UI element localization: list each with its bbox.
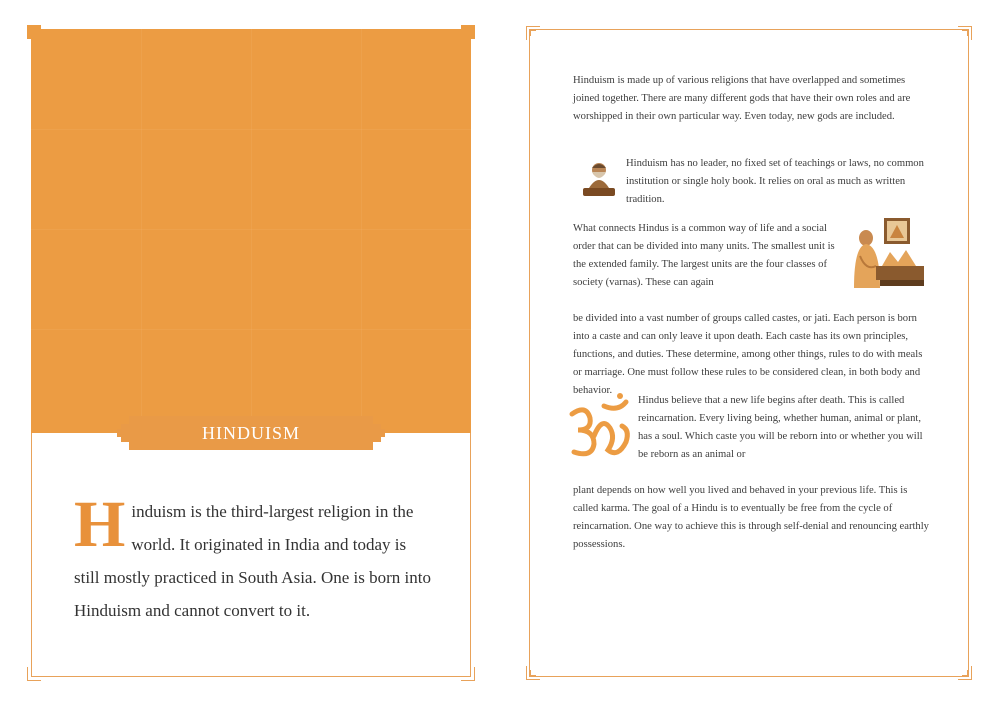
paragraph-reincarnation: Hindus believe that a new life begins after death. This is called reincarnation. Every living being, whether human, animal or plant, has a soul. Which caste you will be reborn into or whether you will be reborn as an animal or (638, 395, 923, 460)
paragraph-social-order: What connects Hindus is a common way of life and a social order that can be divided into many units. The smallest unit is the extended family. The largest units are the four classes of society (varnas). These can again (573, 223, 835, 288)
title-banner (129, 416, 373, 450)
right-page (529, 29, 969, 677)
corner-ornament-icon (27, 667, 41, 681)
om-symbol-icon (564, 392, 636, 464)
paragraph-karma: plant depends on how well you lived and behaved in your previous life. This is called karma. The goal of a Hindu is to eventually be free from the cycle of reincarnation. One way to achieve this is through self-denial and renouncing earthly possessions. (573, 485, 929, 550)
drop-cap: H (74, 488, 126, 561)
corner-ornament-icon (526, 666, 540, 680)
intro-paragraph (74, 488, 434, 627)
paragraph-castes: be divided into a vast number of groups called castes, or jati. Each person is born into a caste and can only leave it upon death. Each caste has its own principles, functions, and duties. These determine, among other things, rules to do with meals or marriage. One must follow these rules to be considered clean, in both body and behavior. (573, 313, 923, 396)
corner-ornament-icon (526, 26, 540, 40)
corner-ornament-icon (27, 25, 41, 39)
corner-ornament-icon (958, 666, 972, 680)
orange-header-block (31, 29, 471, 433)
sage-illustration-icon (579, 158, 619, 198)
page-title: HINDUISM (202, 423, 300, 443)
intro-text: induism is the third-largest religion in the world. It originated in India and today is still mostly practiced in South Asia. One is born into Hinduism and cannot convert to it. (74, 502, 431, 620)
woman-shrine-illustration-icon (846, 216, 926, 296)
paragraph-no-leader: Hinduism has no leader, no fixed set of teachings or laws, no common institution or single holy book. It relies on oral as much as written tradition. (626, 158, 924, 205)
left-page (31, 29, 471, 677)
corner-ornament-icon (461, 25, 475, 39)
corner-ornament-icon (958, 26, 972, 40)
corner-ornament-icon (461, 667, 475, 681)
paragraph-religions: Hinduism is made up of various religions that have overlapped and sometimes joined together. There are many different gods that have their own roles and are worshipped in their own particular way. Even today, new gods are included. (573, 75, 911, 122)
